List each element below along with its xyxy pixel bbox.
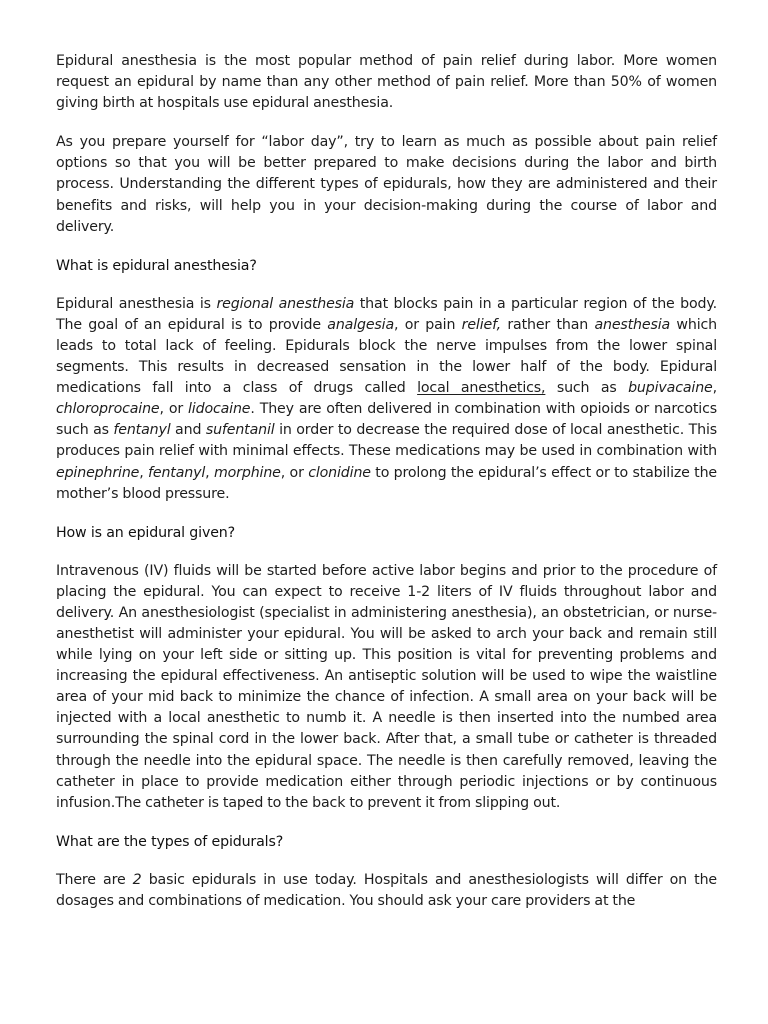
term-chloroprocaine: chloroprocaine bbox=[56, 401, 160, 418]
term-epinephrine: epinephrine bbox=[56, 464, 140, 481]
document-page bbox=[56, 51, 717, 912]
term-analgesia: analgesia bbox=[327, 316, 395, 333]
section-heading-what-is-epidural: What is epidural anesthesia? bbox=[56, 257, 257, 274]
term-relief: relief, bbox=[461, 316, 502, 333]
section-heading-types: What are the types of epidurals? bbox=[56, 833, 284, 850]
term-morphine: morphine bbox=[213, 464, 281, 481]
section-heading-how-given: How is an epidural given? bbox=[56, 524, 235, 541]
intro-paragraph-1: Epidural anesthesia is the most popular method of pain relief during labor. More women request an epidural by name than any other method of pain relief. More than 50% of women giving birth at hospitals use epidural anesthesia. bbox=[56, 53, 717, 112]
term-regional-anesthesia: regional anesthesia bbox=[216, 295, 355, 312]
term-fentanyl-2: fentanyl bbox=[148, 464, 206, 481]
term-clonidine: clonidine bbox=[308, 464, 371, 481]
term-lidocaine: lidocaine bbox=[188, 401, 251, 418]
term-two: 2 bbox=[132, 871, 142, 888]
term-anesthesia: anesthesia bbox=[594, 316, 671, 333]
local-anesthetics-link[interactable]: local anesthetics, bbox=[417, 380, 546, 397]
types-paragraph: There are 2 basic epidurals in use today. Hospitals and anesthesiologists will differ on the dosages and combinations of medication. You should ask your care providers at the bbox=[56, 871, 718, 909]
what-is-epidural-paragraph: Epidural anesthesia is regional anesthesia that blocks pain in a particular region of the body. The goal of an epidural is to provide analgesia, or pain relief, rather than anesthesia which leads to total lack of feeling. Epidurals block the nerve impulses from the lower spinal segments. This results in decreased sensation in the lower half of the body. Epidural medications fall into a class of drugs called local anesthetics, such as bupivacaine, chloroprocaine, or lidocaine. They are often delivered in combination with opioids or narcotics such as fentanyl and sufentanil in order to decrease the required dose of local anesthetic. This produces pain relief with minimal effects. These medications may be used in combination with epinephrine, fentanyl, morphine, or clonidine to prolong the epidural’s effect or to stabilize the mother’s blood pressure. bbox=[56, 295, 718, 502]
how-given-paragraph: Intravenous (IV) fluids will be started before active labor begins and prior to the procedure of placing the epidural. You can expect to receive 1-2 liters of IV fluids throughout labor and delivery. An anesthesiologist (specialist in administering anesthesia), an obstetrician, or nurse-anesthetist will administer your epidural. You will be asked to arch your back and remain still while lying on your left side or sitting up. This position is vital for preventing problems and increasing the epidural effectiveness. An antiseptic solution will be used to wipe the waistline area of your mid back to minimize the chance of infection. A small area on your back will be injected with a local anesthetic to numb it. A needle is then inserted into the numbed area surrounding the spinal cord in the lower back. After that, a small tube or catheter is threaded through the needle into the epidural space. The needle is then carefully removed, leaving the catheter in place to provide medication either through periodic injections or by continuous infusion.The catheter is taped to the back to prevent it from slipping out. bbox=[56, 562, 717, 811]
term-bupivacaine: bupivacaine bbox=[628, 380, 713, 397]
term-fentanyl: fentanyl bbox=[113, 422, 171, 439]
intro-paragraph-2: As you prepare yourself for “labor day”, try to learn as much as possible about pain relief options so that you will be better prepared to make decisions during the labor and birth process. Understanding the different types of epidurals, how they are administered and their benefits and risks, will help you in your decision-making during the course of labor and delivery. bbox=[56, 134, 717, 235]
term-sufentanil: sufentanil bbox=[205, 422, 275, 439]
